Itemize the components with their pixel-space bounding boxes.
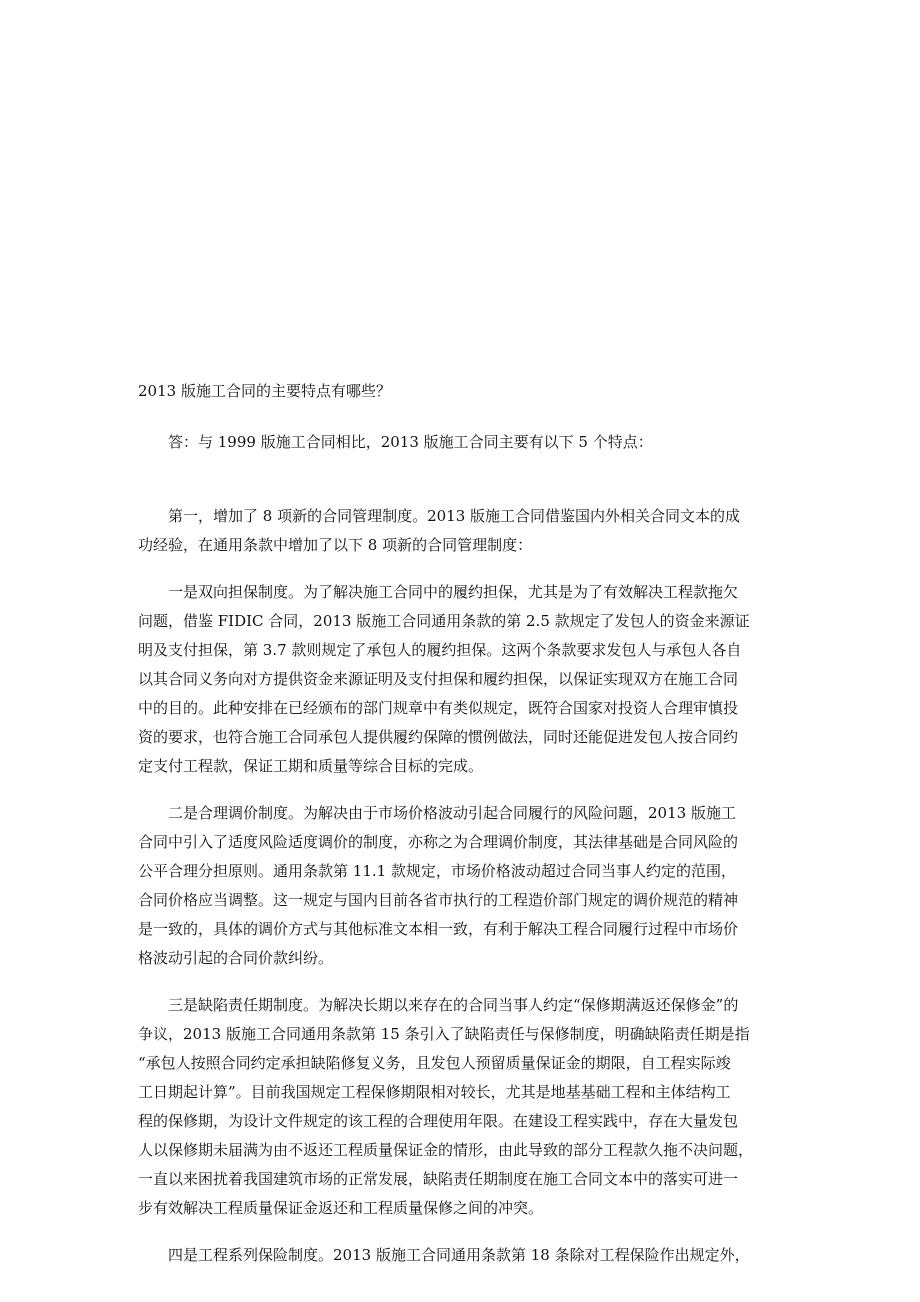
paragraph-line: 合同价格应当调整。这一规定与国内目前各省市执行的工程造价部门规定的调价规范的精神 xyxy=(138,891,739,909)
paragraph-line: 资的要求，也符合施工合同承包人提供履约保障的惯例做法，同时还能促进发包人按合同约 xyxy=(138,728,739,746)
paragraph-line: 二是合理调价制度。为解决由于市场价格波动引起合同履行的风险问题，2013 版施工 xyxy=(168,804,736,822)
paragraph-line: 以其合同义务向对方提供资金来源证明及支付担保和履约担保，以保证实现双方在施工合同 xyxy=(138,670,739,688)
paragraph-line: 合同中引入了适度风险适度调价的制度，亦称之为合理调价制度，其法律基础是合同风险的 xyxy=(138,833,739,851)
paragraph-line: 步有效解决工程质量保证金返还和工程质量保修之间的冲突。 xyxy=(138,1199,544,1217)
answer-intro: 答：与 1999 版施工合同相比，2013 版施工合同主要有以下 5 个特点： xyxy=(168,433,653,451)
paragraph-line: 中的目的。此种安排在已经颁布的部门规章中有类似规定，既符合国家对投资人合理审慎投 xyxy=(138,699,739,717)
paragraph-line: 争议，2013 版施工合同通用条款第 15 条引入了缺陷责任与保修制度，明确缺陷责任期是指 xyxy=(138,1025,750,1043)
paragraph-line: 程的保修期，为设计文件规定的该工程的合理使用年限。在建设工程实践中，存在大量发包 xyxy=(138,1112,739,1130)
paragraph-line: “承包人按照合同约定承担缺陷修复义务，且发包人预留质量保证金的期限，自工程实际竣 xyxy=(138,1054,731,1072)
paragraph-line: 四是工程系列保险制度。2013 版施工合同通用条款第 18 条除对工程保险作出规定外， xyxy=(168,1246,750,1264)
paragraph-line: 第一，增加了 8 项新的合同管理制度。2013 版施工合同借鉴国内外相关合同文本的成 xyxy=(168,507,741,525)
paragraph-line: 问题，借鉴 FIDIC 合同，2013 版施工合同通用条款的第 2.5 款规定了发包人的资金来源证 xyxy=(138,612,750,630)
document-body xyxy=(138,377,786,1288)
paragraph-line: 明及支付担保，第 3.7 款则规定了承包人的履约担保。这两个条款要求发包人与承包人各自 xyxy=(138,641,742,659)
paragraph-line: 功经验，在通用条款中增加了以下 8 项新的合同管理制度： xyxy=(138,536,533,554)
paragraph-line: 格波动引起的合同价款纠纷。 xyxy=(138,949,334,967)
paragraph-bilateral-guarantee xyxy=(138,578,786,781)
paragraph-line: 一直以来困扰着我国建筑市场的正常发展，缺陷责任期制度在施工合同文本中的落实可进一 xyxy=(138,1170,739,1188)
paragraph-line: 一是双向担保制度。为了解决施工合同中的履约担保，尤其是为了有效解决工程款拖欠 xyxy=(168,583,739,601)
paragraph-insurance xyxy=(138,1241,786,1270)
paragraph-line: 定支付工程款，保证工期和质量等综合目标的完成。 xyxy=(138,757,484,775)
paragraph-first-feature xyxy=(138,502,786,560)
paragraph-line: 是一致的，具体的调价方式与其他标准文本相一致，有利于解决工程合同履行过程中市场价 xyxy=(138,920,739,938)
paragraph-defect-liability xyxy=(138,991,786,1223)
question-title: 2013 版施工合同的主要特点有哪些？ xyxy=(138,382,391,400)
paragraph-line: 公平合理分担原则。通用条款第 11.1 款规定，市场价格波动超过合同当事人约定的范围， xyxy=(138,862,736,880)
paragraph-line: 三是缺陷责任期制度。为解决长期以来存在的合同当事人约定“保修期满返还保修金”的 xyxy=(168,996,739,1014)
paragraph-line: 人以保修期未届满为由不返还工程质量保证金的情形，由此导致的部分工程款久拖不决问题， xyxy=(138,1141,754,1159)
paragraph-line: 工日期起计算”。目前我国规定工程保修期限相对较长，尤其是地基基础工程和主体结构工 xyxy=(138,1083,731,1101)
paragraph-price-adjustment xyxy=(138,799,786,973)
